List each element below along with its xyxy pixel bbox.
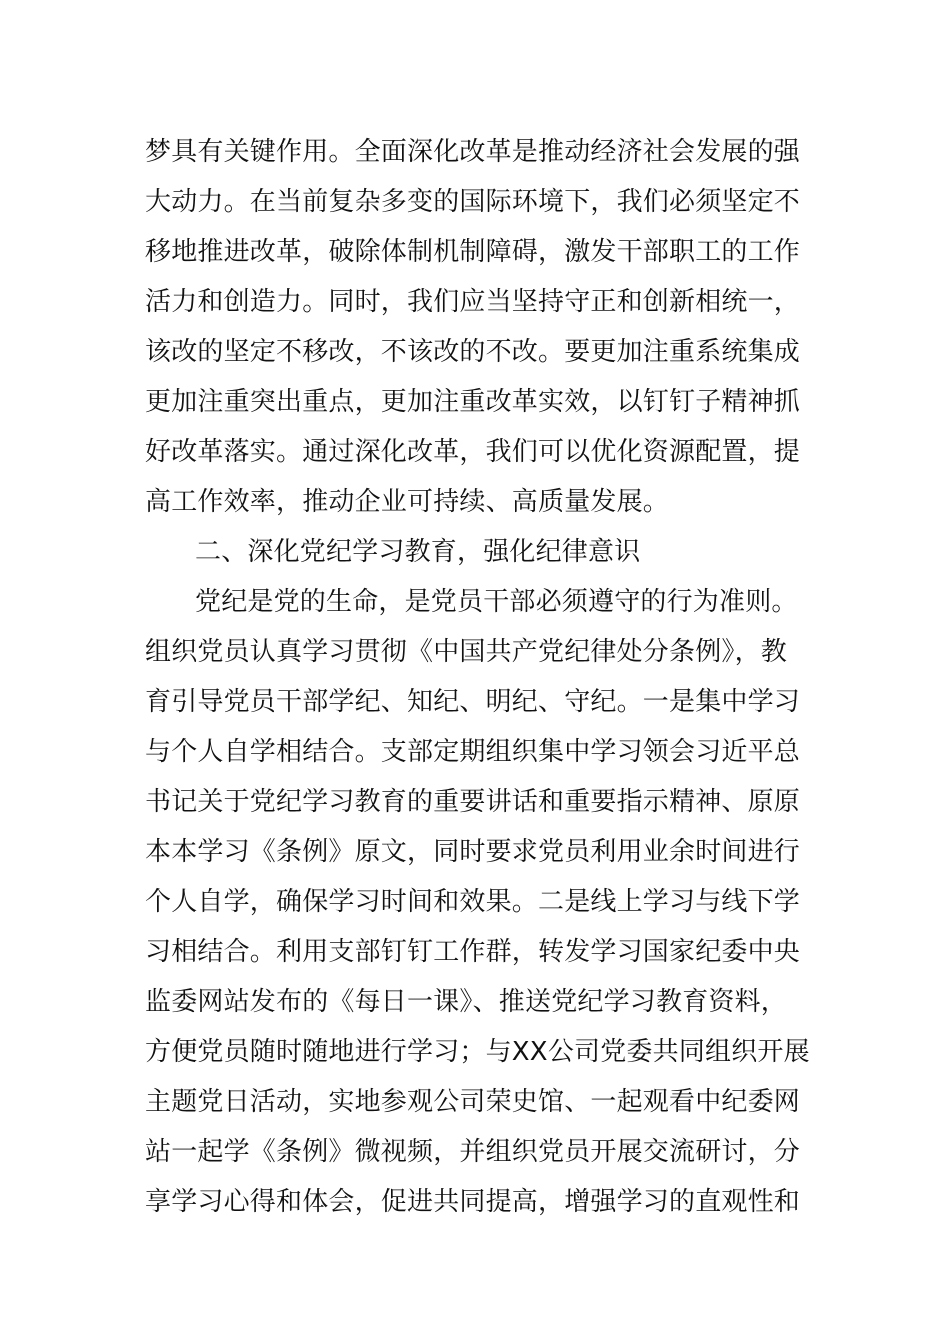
section-heading: 二、深化党纪学习教育，强化纪律意识	[195, 537, 641, 567]
paragraph-line: 党纪是党的生命，是党员干部必须遵守的行为准则。	[195, 587, 798, 617]
paragraph-line: 方便党员随时随地进行学习；与XX公司党委共同组织开展	[145, 1037, 810, 1067]
document-body	[145, 127, 815, 1227]
paragraph-line: 享学习心得和体会，促进共同提高，增强学习的直观性和	[145, 1187, 801, 1217]
paragraph-line: 组织党员认真学习贯彻《中国共产党纪律处分条例》，教	[145, 637, 788, 667]
paragraph-line: 与个人自学相结合。支部定期组织集中学习领会习近平总	[145, 737, 801, 767]
paragraph-line: 主题党日活动，实地参观公司荣史馆、一起观看中纪委网	[145, 1087, 801, 1117]
paragraph-line: 梦具有关键作用。全面深化改革是推动经济社会发展的强	[145, 137, 801, 167]
paragraph-line: 监委网站发布的《每日一课》、推送党纪学习教育资料，	[145, 987, 788, 1017]
paragraph-line: 该改的坚定不移改，不该改的不改。要更加注重系统集成	[145, 337, 801, 367]
paragraph-line: 书记关于党纪学习教育的重要讲话和重要指示精神、原原	[145, 787, 801, 817]
paragraph-line: 活力和创造力。同时，我们应当坚持守正和创新相统一，	[145, 287, 801, 317]
paragraph-line: 育引导党员干部学纪、知纪、明纪、守纪。一是集中学习	[145, 687, 801, 717]
paragraph-line: 站一起学《条例》微视频，并组织党员开展交流研讨，分	[145, 1137, 801, 1167]
paragraph-line: 更加注重突出重点，更加注重改革实效，以钉钉子精神抓	[145, 387, 801, 417]
paragraph-line: 好改革落实。通过深化改革，我们可以优化资源配置，提	[145, 437, 801, 467]
paragraph-line: 高工作效率，推动企业可持续、高质量发展。	[145, 487, 670, 517]
paragraph-line: 移地推进改革，破除体制机制障碍，激发干部职工的工作	[145, 237, 801, 267]
paragraph-line: 本本学习《条例》原文，同时要求党员利用业余时间进行	[145, 837, 801, 867]
paragraph-line: 大动力。在当前复杂多变的国际环境下，我们必须坚定不	[145, 187, 801, 217]
paragraph-line: 个人自学，确保学习时间和效果。二是线上学习与线下学	[145, 887, 801, 917]
paragraph-line: 习相结合。利用支部钉钉工作群，转发学习国家纪委中央	[145, 937, 801, 967]
